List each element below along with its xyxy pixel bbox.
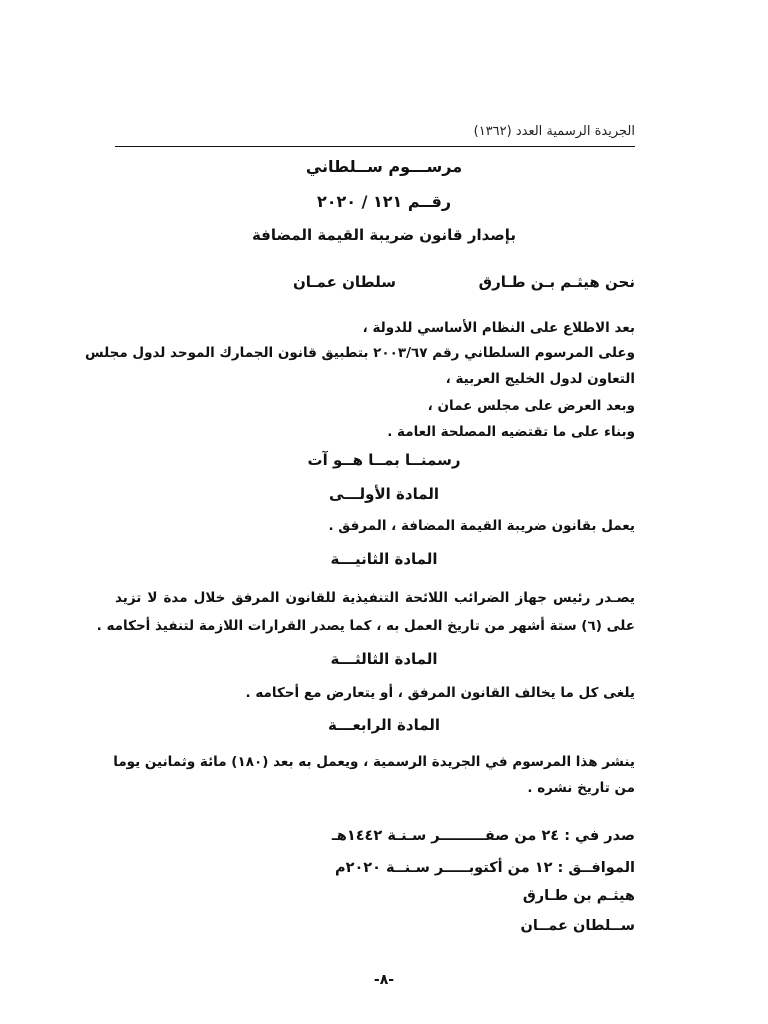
header-divider (115, 146, 635, 147)
decree-title: مرســـوم ســلطاني (305, 157, 463, 176)
preamble-line: وعلى المرسوم السلطاني رقم ٢٠٠٣/٦٧ بتطبيق قانون الجمارك الموحد لدول مجلس (85, 345, 635, 361)
article-heading: المادة الثانيـــة (330, 550, 438, 568)
article-heading: المادة الأولـــى (328, 485, 440, 503)
signature-title: ســلطان عمــان (520, 918, 635, 934)
preamble-line: وبناء على ما تقتضيه المصلحة العامة . (387, 424, 635, 440)
article-heading: المادة الثالثـــة (330, 650, 438, 668)
article-heading: المادة الرابعـــة (327, 716, 441, 734)
article-text: من تاريخ نشره . (527, 780, 635, 796)
decreed-statement: رسمنــا بمــا هــو آت (307, 451, 461, 469)
preamble-line: وبعد العرض على مجلس عمان ، (427, 398, 635, 414)
page-number: -٨- (373, 972, 395, 988)
article-text: يعمل بقانون ضريبة القيمة المضافة ، المرفق . (328, 518, 635, 534)
article-text: يلغى كل ما يخالف القانون المرفق ، أو يتعارض مع أحكامه . (245, 685, 635, 701)
decree-subject: بإصدار قانون ضريبة القيمة المضافة (251, 226, 517, 244)
signature-name: هيثـم بن طـارق (522, 888, 635, 904)
article-text: ينشر هذا المرسوم في الجريدة الرسمية ، ويعمل به بعد (١٨٠) مائة وثمانين يوما (113, 754, 635, 770)
decree-number: رقــم ١٢١ / ٢٠٢٠ (316, 192, 452, 211)
article-text: على (٦) ستة أشهر من تاريخ العمل به ، كما يصدر القرارات اللازمة لتنفيذ أحكامه . (96, 618, 635, 634)
issuer-name: نحن هيثـم بـن طـارق (478, 273, 635, 291)
article-text: يصـدر رئيس جهاز الضرائب اللائحة التنفيذية للقانون المرفق خلال مدة لا تزيد (115, 590, 635, 606)
preamble-line: التعاون لدول الخليج العربية ، (445, 371, 635, 387)
preamble-line: بعد الاطلاع على النظام الأساسي للدولة ، (362, 320, 635, 336)
gazette-header: الجريدة الرسمية العدد (١٣٦٢) (473, 124, 635, 139)
issuer-title: سلطان عمـان (292, 273, 396, 291)
issue-date-hijri: صدر في : ٢٤ من صفـــــــــر سـنـة ١٤٤٢هـ (331, 828, 635, 844)
issue-date-gregorian: الموافــق : ١٢ من أكتوبـــــر سـنــة ٢٠٢٠م (334, 860, 635, 876)
